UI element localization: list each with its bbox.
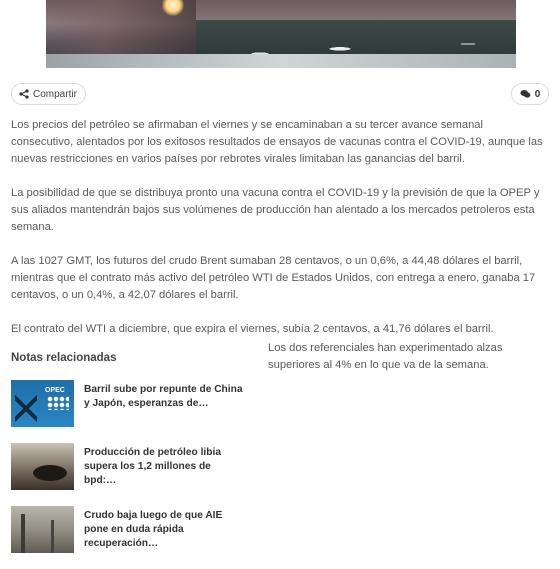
article-paragraph-continued: Los dos referenciales han experimentado alzas superiores al 4% en lo que va de la semana. <box>268 342 503 371</box>
article-body <box>11 117 546 355</box>
related-note-thumbnail[interactable] <box>11 506 74 553</box>
related-note-headline[interactable]: Crudo baja luego de que AIE pone en duda rápida recuperación… <box>84 510 223 549</box>
hero-ground <box>46 54 516 68</box>
oil-rig-graphic <box>15 390 37 427</box>
related-note-headline[interactable]: Producción de petróleo libia supera los 1,2 millones de bpd:… <box>84 447 221 486</box>
article-paragraph: Los precios del petróleo se afirmaban el viernes y se encaminaban a su tercer avance semanal consecutivo, alentados por los exitosos resultados de ensayos de vacunas contra el COVID-19, aunque las nuevas restricciones en varios países por rebrotes virales limitaban las ganancias del barril. <box>11 119 543 165</box>
oil-sample-graphic <box>33 465 67 481</box>
share-label: Compartir <box>33 88 77 100</box>
comments-button[interactable] <box>511 83 549 105</box>
article-paragraph: La posibilidad de que se distribuya pronto una vacuna contra el COVID-19 y la previsión de que la OPEP y sus aliados mantendrán bajos sus volúmenes de producción han alentado a los mercados petroleros esta semana. <box>11 187 540 233</box>
related-notes-title: Notas relacionadas <box>11 352 117 364</box>
refinery-stack-graphic <box>51 520 54 553</box>
related-note-headline[interactable]: Barril sube por repunte de China y Japón, esperanzas de… <box>84 384 243 409</box>
related-note-item[interactable] <box>11 443 251 506</box>
article-paragraph: El contrato del WTI a diciembre, que expira el viernes, subía 2 centavos, a 41,76 dólares el barril. <box>11 323 494 335</box>
article-hero-image <box>46 0 516 68</box>
share-icon <box>19 89 29 99</box>
opec-logo-dots <box>47 396 69 410</box>
opec-logo-text: OPEC <box>45 387 65 394</box>
refinery-stack-graphic <box>21 514 25 553</box>
comments-icon <box>520 89 531 99</box>
related-note-item[interactable] <box>11 380 251 443</box>
article-paragraph: A las 1027 GMT, los futuros del crudo Brent sumaban 28 centavos, o un 0,6%, a 44,48 dólares el barril, mientras que el contrato más activo del petróleo WTI de Estados Unidos, con entrega a enero, ganaba 17 centavos, o un 0,4%, a 42,07 dólares el barril. <box>11 255 536 301</box>
related-notes-list <box>11 380 251 569</box>
comments-count: 0 <box>534 88 541 100</box>
related-note-thumbnail[interactable] <box>11 443 74 490</box>
related-note-thumbnail[interactable] <box>11 380 74 427</box>
share-button[interactable] <box>11 83 86 105</box>
